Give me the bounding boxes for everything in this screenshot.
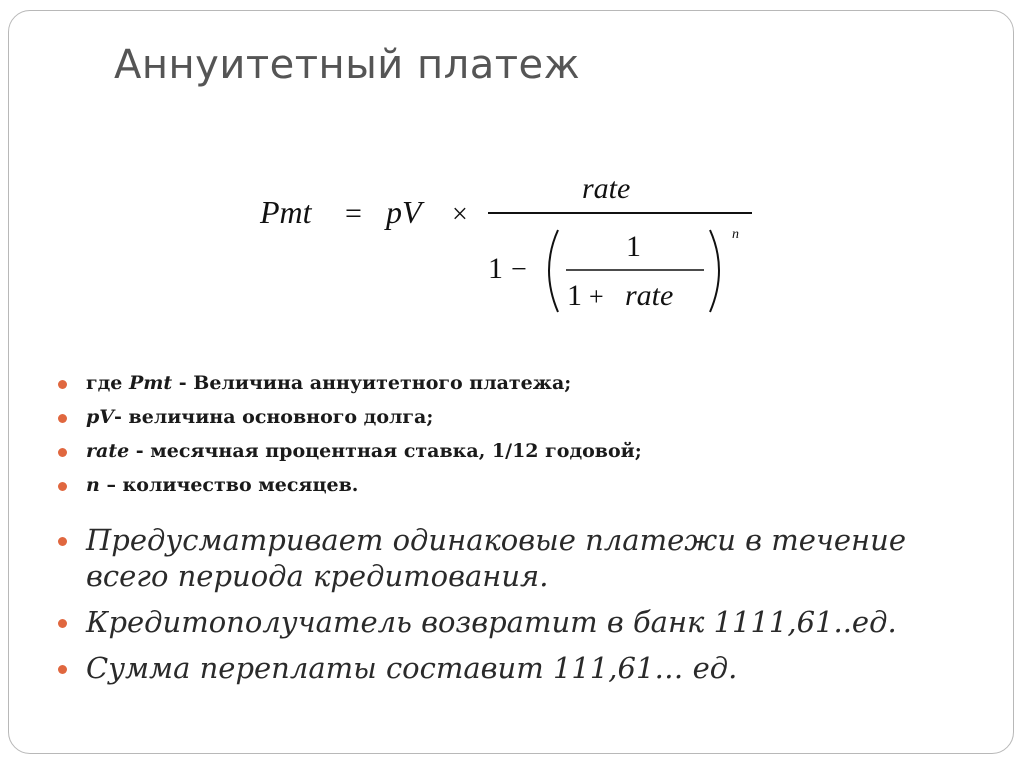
definition-item bbox=[56, 474, 986, 497]
annuity-formula bbox=[240, 160, 800, 330]
formula-inner-rate: rate bbox=[625, 279, 674, 312]
definition-item bbox=[56, 440, 986, 463]
formula-times: × bbox=[452, 199, 468, 230]
definition-text: - Величина аннуитетного платежа; bbox=[172, 372, 572, 394]
formula-plus: + bbox=[589, 282, 604, 311]
definition-text: – количество месяцев. bbox=[99, 474, 359, 496]
formula-inner-numerator: 1 bbox=[626, 230, 641, 263]
bullet-dot bbox=[58, 448, 67, 457]
definition-symbol: Pmt bbox=[129, 372, 173, 394]
statements-list bbox=[56, 522, 986, 696]
formula-pv: pV bbox=[386, 194, 422, 230]
bullet-dot bbox=[58, 537, 67, 546]
formula-equals: = bbox=[345, 197, 362, 230]
definition-item bbox=[56, 372, 986, 395]
formula-exponent-n: n bbox=[732, 227, 739, 242]
bullet-dot bbox=[58, 482, 67, 491]
left-paren bbox=[549, 230, 558, 312]
statement-item bbox=[56, 650, 986, 686]
bullet-dot bbox=[58, 414, 67, 423]
definition-prefix: где bbox=[86, 372, 130, 394]
right-paren bbox=[710, 230, 719, 312]
definitions-list bbox=[56, 372, 986, 508]
definition-symbol: rate bbox=[86, 440, 130, 462]
slide-title: Аннуитетный платеж bbox=[114, 42, 581, 88]
formula-numerator-rate: rate bbox=[582, 172, 631, 205]
formula-pmt: Pmt bbox=[260, 194, 312, 230]
statement-item bbox=[56, 522, 986, 594]
definition-symbol: pV bbox=[86, 406, 115, 428]
definition-symbol: n bbox=[86, 474, 100, 496]
definition-item bbox=[56, 406, 986, 429]
statement-text: Предусматривает одинаковые платежи в течение всего периода кредитования. bbox=[86, 523, 907, 593]
bullet-dot bbox=[58, 380, 67, 389]
formula-inner-one: 1 bbox=[567, 279, 582, 312]
formula-one: 1 bbox=[488, 252, 503, 285]
definition-text: - величина основного долга; bbox=[114, 406, 434, 428]
statement-text: Кредитополучатель возвратит в банк 1111,61..ед. bbox=[86, 605, 897, 639]
formula-minus: − bbox=[511, 254, 527, 285]
definition-text: - месячная процентная ставка, 1/12 годовой; bbox=[129, 440, 642, 462]
statement-text: Сумма переплаты составит 111,61… ед. bbox=[86, 651, 738, 685]
bullet-dot bbox=[58, 619, 67, 628]
statement-item bbox=[56, 604, 986, 640]
bullet-dot bbox=[58, 665, 67, 674]
